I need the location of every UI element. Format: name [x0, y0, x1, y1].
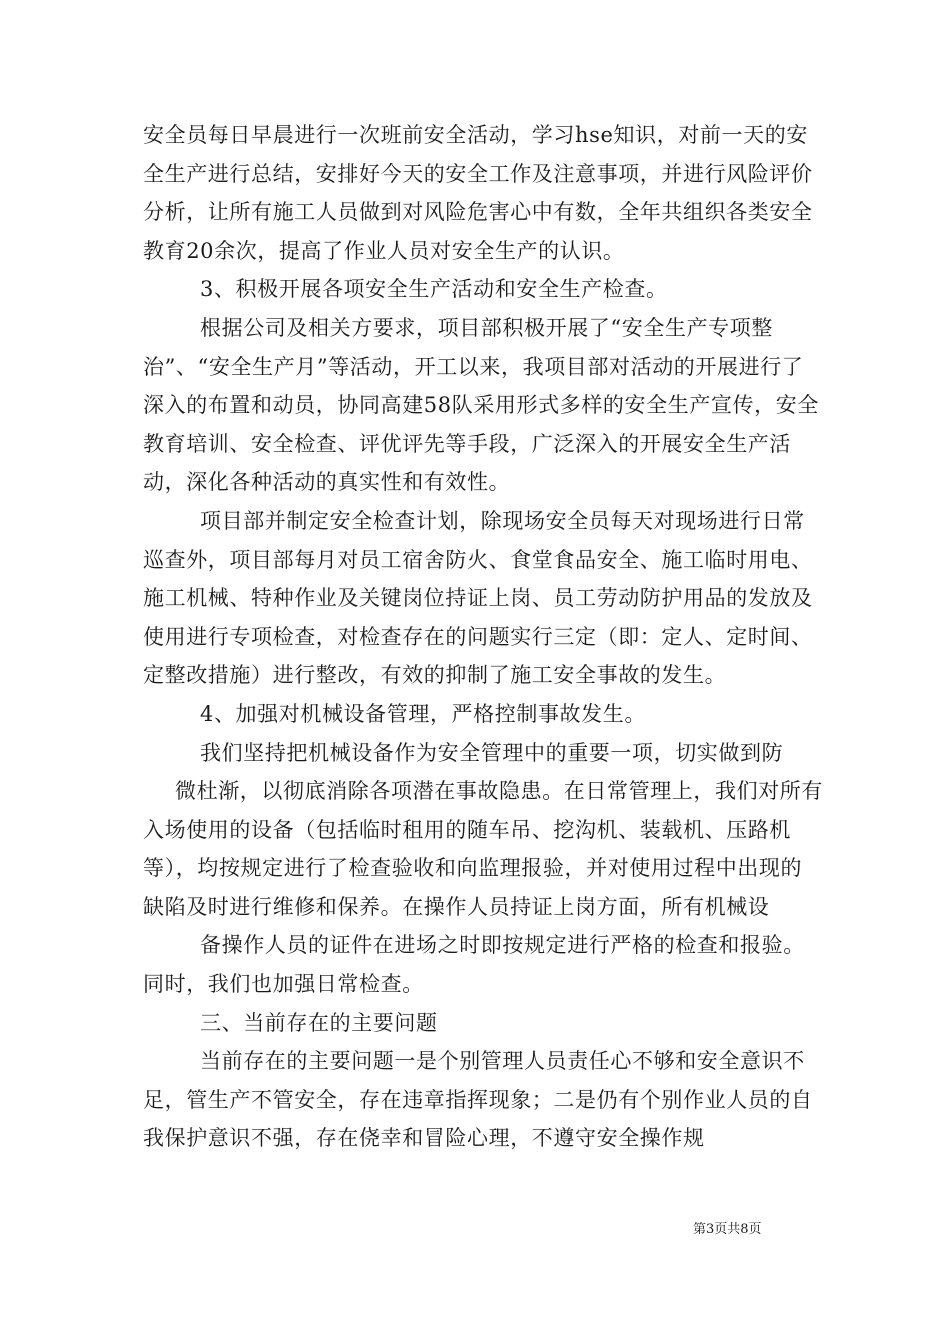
paragraph-3: 根据公司及相关方要求，项目部积极开展了“安全生产专项整治”、“安全生产月”等活动，开工以来，我项目部对活动的开展进行了深入的布置和动员，协同高建58队采用形式多样的安全生产宣传，安全教育培训、安全检查、评优评先等手段，广泛深入的开展安全生产活动，深化各种活动的真实性和有效性。 — [143, 315, 819, 495]
paragraph-5-heading: 4、加强对机械设备管理，严格控制事故发生。 — [200, 701, 646, 726]
paragraph-1: 安全员每日早晨进行一次班前安全活动，学习hse知识，对前一天的安全生产进行总结，安排好今天的安全工作及注意事项，并进行风险评价分析，让所有施工人员做到对风险危害心中有数，全年共组织各类安全教育20余次，提高了作业人员对安全生产的认识。 — [143, 123, 813, 263]
paragraph-4: 项目部并制定安全检查计划，除现场安全员每天对现场进行日常巡查外，项目部每月对员工宿舍防火、食堂食品安全、施工临时用电、施工机械、特种作业及关键岗位持证上岗、员工劳动防护用品的发放及使用进行专项检查，对检查存在的问题实行三定（即：定人、定时间、定整改措施）进行整改，有效的抑制了施工安全事故的发生。 — [143, 508, 813, 688]
paragraph-10: 当前存在的主要问题一是个别管理人员责任心不够和安全意识不足，管生产不管安全，存在违章指挥现象；二是仍有个别作业人员的自我保护意识不强，存在侥幸和冒险心理，不遵守安全操作规 — [143, 1049, 813, 1151]
paragraph-9-heading: 三、当前存在的主要问题 — [200, 1010, 438, 1035]
paragraph-6: 我们坚持把机械设备作为安全管理中的重要一项，切实做到防 — [200, 740, 784, 765]
body-text — [143, 116, 823, 1158]
paragraph-2-heading: 3、积极开展各项安全生产活动和安全生产检查。 — [200, 277, 668, 302]
paragraph-8: 备操作人员的证件在进场之时即按规定进行严格的检查和报验。同时，我们也加强日常检查。 — [143, 933, 805, 997]
page-footer: 第3页共8页 — [693, 1222, 762, 1237]
paragraph-7: 微杜渐，以彻底消除各项潜在事故隐患。在日常管理上，我们对所有入场使用的设备（包括临时租用的随车吊、挖沟机、装载机、压路机等），均按规定进行了检查验收和向监理报验，并对使用过程中出现的缺陷及时进行维修和保养。在操作人员持证上岗方面，所有机械设 — [143, 779, 823, 919]
